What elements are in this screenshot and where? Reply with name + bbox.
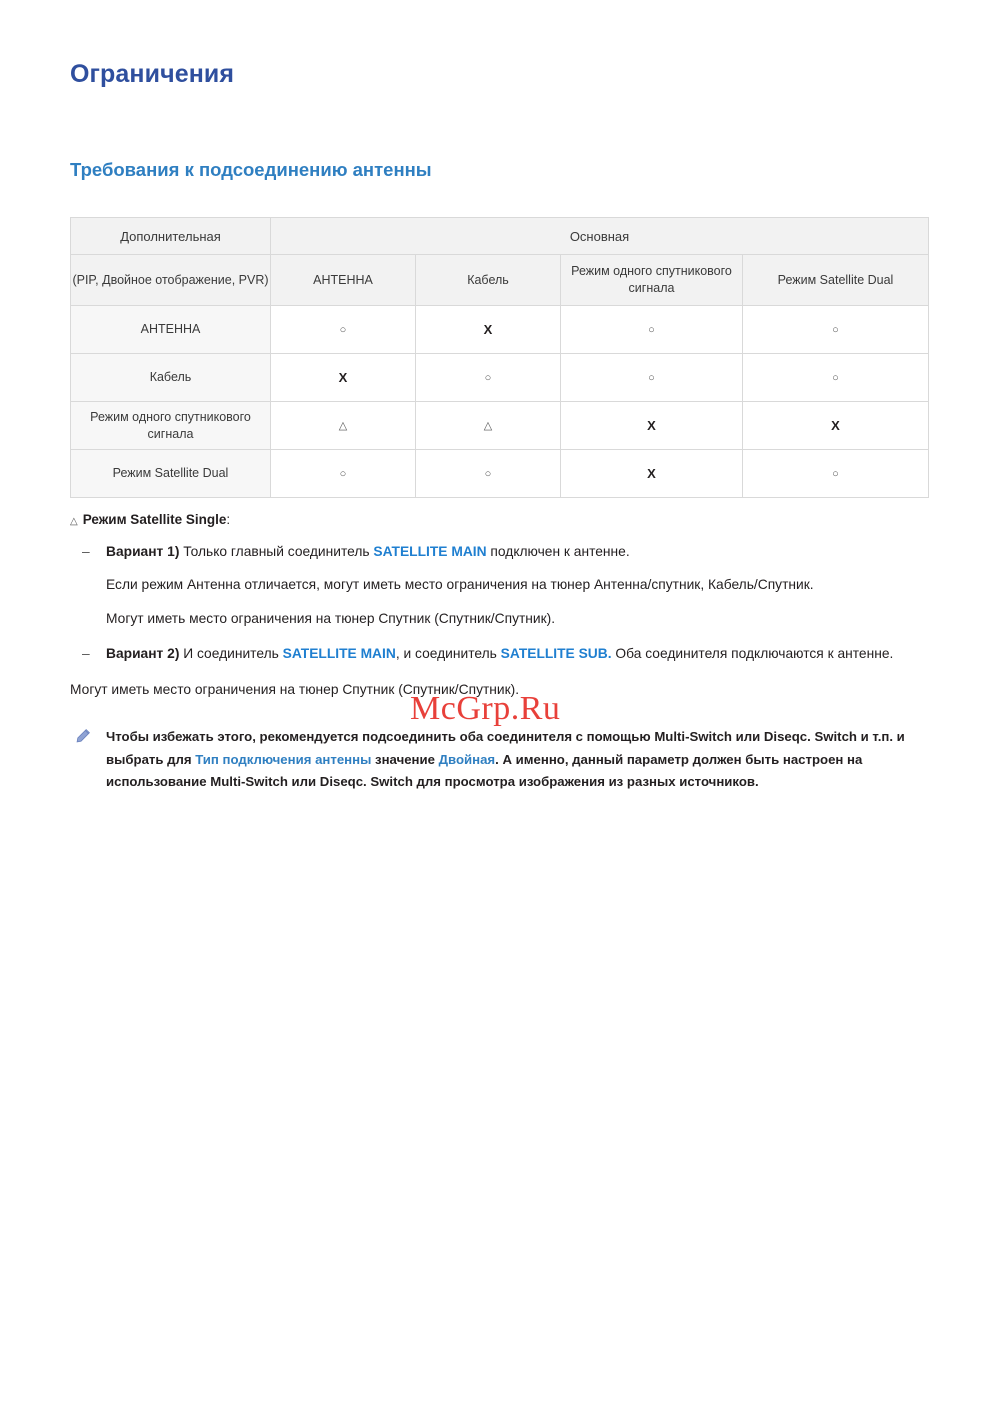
cell-r3c0: ○: [271, 450, 416, 498]
tip-part-1: Чтобы избежать этого, рекомендуется подсоединить оба соединителя с помощью Multi-Switch или Diseqc. Switch и т.п. и выбрать для: [106, 728, 905, 767]
table-row: [71, 450, 929, 498]
table-column-header-satellite-dual: Режим Satellite Dual: [743, 255, 929, 306]
row-label-satellite-dual: Режим Satellite Dual: [71, 450, 271, 498]
tip-part-3: . А именно, данный параметр должен быть настроен на использование Multi-Switch или Diseqc. Switch для просмотра изображения из разных источников.: [106, 751, 863, 790]
variant-1-text-before: Только главный соединитель: [179, 544, 374, 559]
table-header-row-1: [71, 218, 929, 255]
variant-2: [70, 643, 930, 664]
cell-r0c1: X: [416, 306, 561, 354]
variant-1-name: Вариант 1): [106, 544, 180, 559]
table-group-header: Основная: [271, 218, 929, 255]
cell-r3c3: ○: [743, 450, 929, 498]
variant-2-text-before: И соединитель: [179, 646, 283, 662]
table-corner-bottom: (PIP, Двойное отображение, PVR): [71, 255, 271, 306]
table-row: [71, 402, 929, 450]
watermark: McGrp.Ru: [410, 690, 561, 727]
cell-r1c3: ○: [743, 354, 929, 402]
cell-r0c3: ○: [743, 306, 929, 354]
variant-1: [70, 541, 930, 562]
variant-2-text-middle: , и соединитель: [395, 646, 501, 662]
dash-marker: –: [82, 646, 90, 662]
cell-r1c0: X: [271, 354, 416, 402]
page-content: [70, 60, 930, 794]
table-corner-top: Дополнительная: [71, 218, 271, 255]
variant-1-paragraph-2: Могут иметь место ограничения на тюнер Спутник (Спутник/Спутник).: [106, 610, 556, 626]
cell-r0c2: ○: [561, 306, 743, 354]
cell-r2c0: △: [271, 402, 416, 450]
pencil-icon: [75, 728, 91, 744]
tip-link-connection-type: Тип подключения антенны: [195, 751, 372, 767]
cell-r3c1: ○: [416, 450, 561, 498]
table-column-header-antenna: АНТЕННА: [271, 255, 416, 306]
variant-2-paragraph-1: Могут иметь место ограничения на тюнер Спутник (Спутник/Спутник).: [70, 681, 520, 697]
variant-1-paragraph-1: Если режим Антенна отличается, могут иметь место ограничения на тюнер Антенна/спутник, Кабель/Спутник.: [106, 577, 814, 593]
row-label-antenna: АНТЕННА: [71, 306, 271, 354]
cell-r1c2: ○: [561, 354, 743, 402]
variant-2-link-main: SATELLITE MAIN: [282, 646, 396, 662]
legend-colon: :: [226, 512, 231, 527]
section-title: Требования к подсоединению антенны: [70, 159, 432, 180]
table-header-row-2: [71, 255, 929, 306]
variant-2-text-after: Оба соединителя подключаются к антенне.: [611, 646, 894, 662]
cell-r2c2: X: [561, 402, 743, 450]
row-label-cable: Кабель: [71, 354, 271, 402]
page-title: Ограничения: [70, 60, 235, 88]
table-column-header-cable: Кабель: [416, 255, 561, 306]
cell-r3c2: X: [561, 450, 743, 498]
legend-label: Режим Satellite Single: [82, 512, 227, 527]
row-label-single-satellite: Режим одного спутникового сигнала: [71, 402, 271, 450]
variant-2-name: Вариант 2): [106, 646, 180, 662]
tip-part-2: значение: [371, 751, 439, 767]
tip-link-dual: Двойная: [438, 751, 496, 767]
cell-r2c3: X: [743, 402, 929, 450]
variant-1-text-after: подключен к антенне.: [486, 544, 630, 559]
antenna-requirements-table: [70, 217, 929, 498]
dash-marker: –: [82, 544, 90, 559]
variant-2-link-sub: SATELLITE SUB.: [500, 646, 612, 662]
tip-note: [70, 726, 930, 794]
table-column-header-single-satellite: Режим одного спутникового сигнала: [561, 255, 743, 306]
variant-1-link: SATELLITE MAIN: [373, 544, 487, 559]
cell-r0c0: ○: [271, 306, 416, 354]
cell-r1c1: ○: [416, 354, 561, 402]
triangle-icon: △: [70, 516, 78, 527]
cell-r2c1: △: [416, 402, 561, 450]
table-row: [71, 306, 929, 354]
table-row: [71, 354, 929, 402]
legend-satellite-single: [70, 512, 930, 527]
